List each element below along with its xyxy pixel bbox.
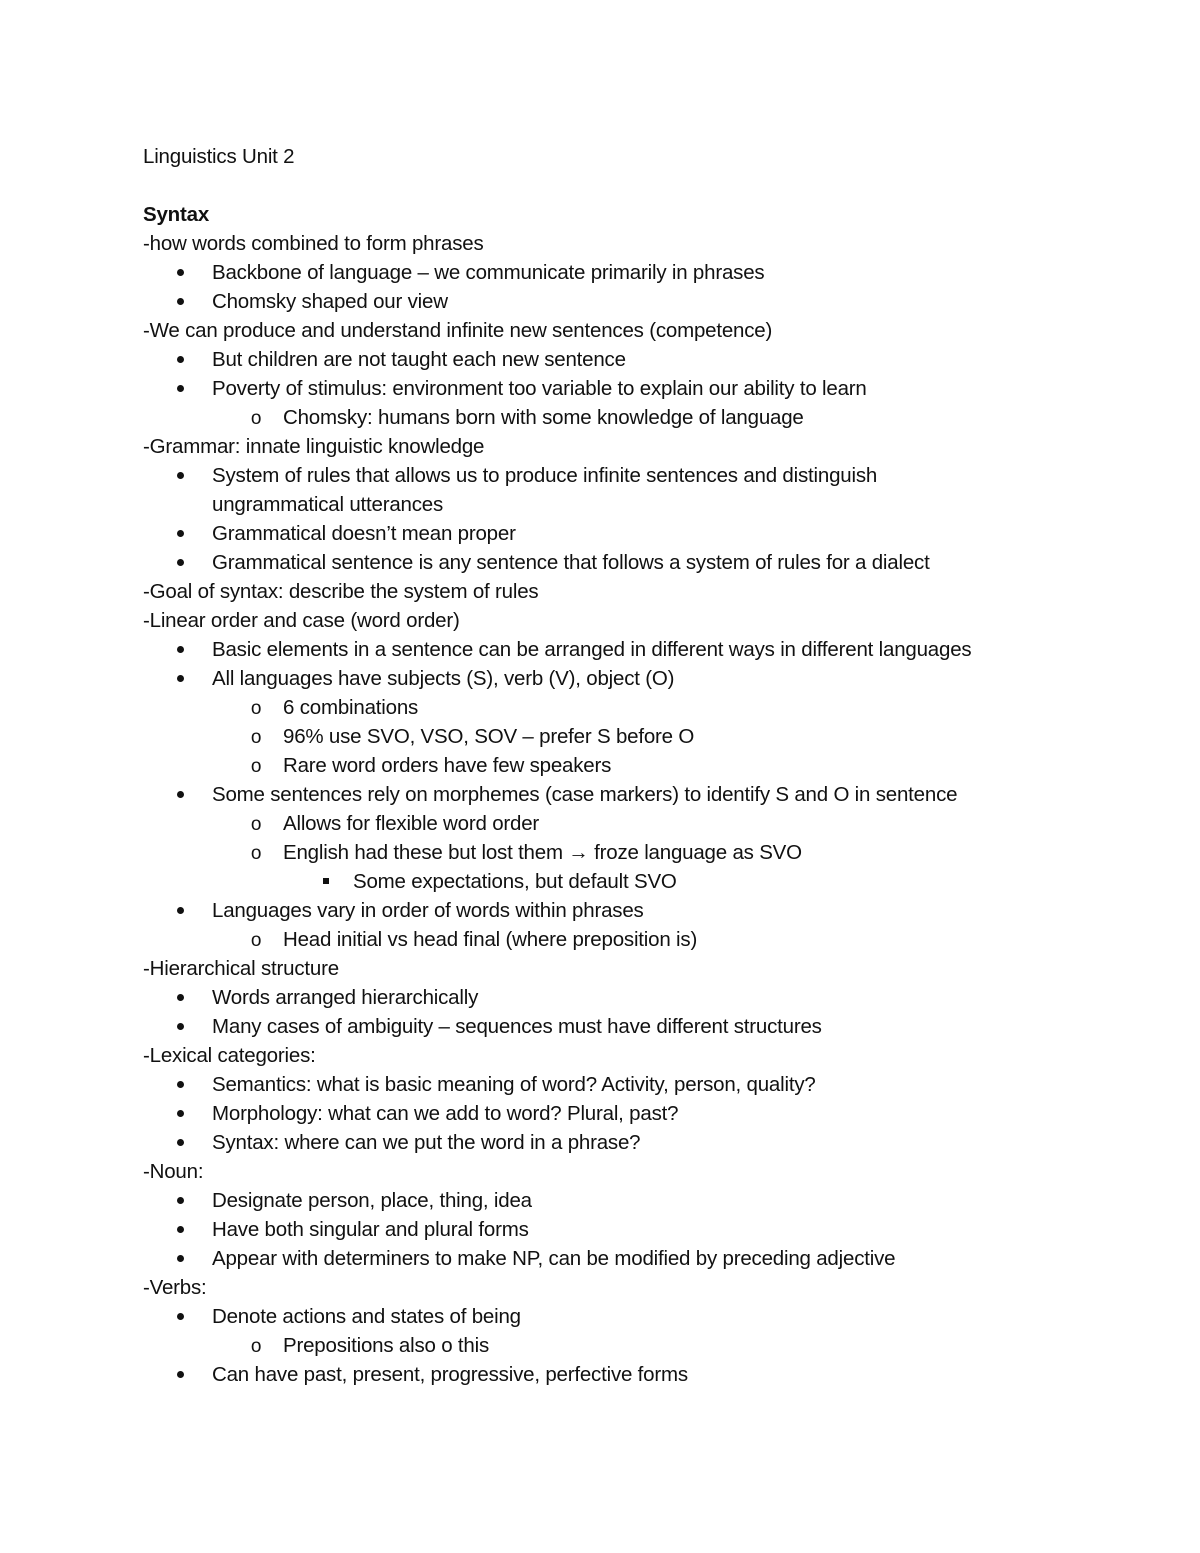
bullet-dot-icon	[170, 345, 190, 374]
line-text: 6 combinations	[283, 696, 419, 719]
line-text: -We can produce and understand infinite new sentences (competence)	[143, 319, 773, 342]
list-item	[143, 838, 1143, 867]
bullet-dot-icon	[170, 519, 190, 548]
list-item	[143, 490, 1143, 519]
list-item	[143, 1128, 1143, 1157]
document-title: Linguistics Unit 2	[143, 145, 295, 168]
note-line	[143, 432, 1143, 461]
line-text: System of rules that allows us to produce infinite sentences and distinguish	[212, 464, 878, 487]
line-text: Appear with determiners to make NP, can be modified by preceding adjective	[212, 1247, 896, 1270]
note-line	[143, 577, 1143, 606]
line-text: -Noun:	[143, 1160, 204, 1183]
line-text: Syntax: where can we put the word in a phrase?	[212, 1131, 641, 1154]
bullet-dot-icon	[170, 1070, 190, 1099]
bullet-square-icon	[316, 867, 336, 896]
bullet-dot-icon	[170, 287, 190, 316]
list-item	[143, 983, 1143, 1012]
list-item	[143, 780, 1143, 809]
line-text: Semantics: what is basic meaning of word? Activity, person, quality?	[212, 1073, 816, 1096]
line-text: Basic elements in a sentence can be arranged in different ways in different languages	[212, 638, 972, 661]
bullet-dot-icon	[170, 635, 190, 664]
list-item	[143, 403, 1143, 432]
list-item	[143, 1215, 1143, 1244]
blank-line	[143, 171, 1143, 200]
document-content	[143, 142, 1143, 1389]
list-item	[143, 896, 1143, 925]
line-text: Prepositions also o this	[283, 1334, 490, 1357]
line-text: -Grammar: innate linguistic knowledge	[143, 435, 485, 458]
bullet-circle-icon: o	[250, 1336, 262, 1357]
line-text: Backbone of language – we communicate primarily in phrases	[212, 261, 765, 284]
list-item	[143, 722, 1143, 751]
line-text: Some expectations, but default SVO	[353, 870, 677, 893]
bullet-dot-icon	[170, 1360, 190, 1389]
line-text: Morphology: what can we add to word? Plural, past?	[212, 1102, 679, 1125]
bullet-circle-icon: o	[250, 756, 262, 777]
bullet-dot-icon	[170, 1302, 190, 1331]
bullet-dot-icon	[170, 1215, 190, 1244]
list-item	[143, 809, 1143, 838]
line-text: Grammatical sentence is any sentence that follows a system of rules for a dialect	[212, 551, 930, 574]
bullet-dot-icon	[170, 664, 190, 693]
line-text: Denote actions and states of being	[212, 1305, 521, 1328]
list-item	[143, 519, 1143, 548]
note-line	[143, 316, 1143, 345]
bullet-circle-icon: o	[250, 698, 262, 719]
note-line	[143, 606, 1143, 635]
line-text: Have both singular and plural forms	[212, 1218, 529, 1241]
bullet-dot-icon	[170, 983, 190, 1012]
line-text: -Lexical categories:	[143, 1044, 316, 1067]
line-text: -how words combined to form phrases	[143, 232, 484, 255]
list-item	[143, 867, 1143, 896]
list-item	[143, 1360, 1143, 1389]
list-item	[143, 374, 1143, 403]
list-item	[143, 1099, 1143, 1128]
bullet-dot-icon	[170, 1244, 190, 1273]
line-text: Languages vary in order of words within phrases	[212, 899, 644, 922]
line-text: Chomsky shaped our view	[212, 290, 448, 313]
note-line	[143, 954, 1143, 983]
bullet-circle-icon: o	[250, 408, 262, 429]
bullet-dot-icon	[170, 1186, 190, 1215]
note-line	[143, 229, 1143, 258]
note-line	[143, 1157, 1143, 1186]
line-text: ungrammatical utterances	[212, 493, 444, 516]
line-text: -Linear order and case (word order)	[143, 609, 460, 632]
list-item	[143, 461, 1143, 490]
line-text: All languages have subjects (S), verb (V), object (O)	[212, 667, 675, 690]
bullet-circle-icon: o	[250, 930, 262, 951]
bullet-dot-icon	[170, 1012, 190, 1041]
line-text: -Goal of syntax: describe the system of rules	[143, 580, 539, 603]
line-text: Head initial vs head final (where preposition is)	[283, 928, 698, 951]
bullet-dot-icon	[170, 1128, 190, 1157]
bullet-dot-icon	[170, 896, 190, 925]
line-text: Chomsky: humans born with some knowledge of language	[283, 406, 804, 429]
line-text: -Verbs:	[143, 1276, 207, 1299]
list-item	[143, 664, 1143, 693]
bullet-dot-icon	[170, 374, 190, 403]
list-item	[143, 258, 1143, 287]
bullet-dot-icon	[170, 258, 190, 287]
note-line	[143, 1273, 1143, 1302]
line-text: Can have past, present, progressive, perfective forms	[212, 1363, 688, 1386]
line-text: Many cases of ambiguity – sequences must have different structures	[212, 1015, 822, 1038]
line-text: Grammatical doesn’t mean proper	[212, 522, 516, 545]
bullet-circle-icon: o	[250, 843, 262, 864]
line-text: Words arranged hierarchically	[212, 986, 479, 1009]
section-heading: Syntax	[143, 203, 210, 226]
line-text: Poverty of stimulus: environment too variable to explain our ability to learn	[212, 377, 867, 400]
bullet-circle-icon: o	[250, 727, 262, 748]
list-item	[143, 345, 1143, 374]
line-text: Designate person, place, thing, idea	[212, 1189, 532, 1212]
list-item	[143, 287, 1143, 316]
list-item	[143, 548, 1143, 577]
line-text: But children are not taught each new sentence	[212, 348, 626, 371]
list-item	[143, 1302, 1143, 1331]
bullet-dot-icon	[170, 548, 190, 577]
bullet-dot-icon	[170, 1099, 190, 1128]
list-item	[143, 693, 1143, 722]
line-text: Allows for flexible word order	[283, 812, 540, 835]
bullet-circle-icon: o	[250, 814, 262, 835]
list-item	[143, 635, 1143, 664]
bullet-dot-icon	[170, 780, 190, 809]
list-item	[143, 751, 1143, 780]
note-line	[143, 1041, 1143, 1070]
line-text: -Hierarchical structure	[143, 957, 339, 980]
list-item	[143, 1331, 1143, 1360]
line-text: 96% use SVO, VSO, SOV – prefer S before O	[283, 725, 695, 748]
line-text: English had these but lost them → froze language as SVO	[283, 841, 802, 864]
bullet-dot-icon	[170, 461, 190, 490]
list-item	[143, 1012, 1143, 1041]
line-text: Rare word orders have few speakers	[283, 754, 612, 777]
line-text: Some sentences rely on morphemes (case markers) to identify S and O in sentence	[212, 783, 958, 806]
notes-list	[143, 229, 1143, 1389]
list-item	[143, 1244, 1143, 1273]
list-item	[143, 1070, 1143, 1099]
list-item	[143, 925, 1143, 954]
list-item	[143, 1186, 1143, 1215]
